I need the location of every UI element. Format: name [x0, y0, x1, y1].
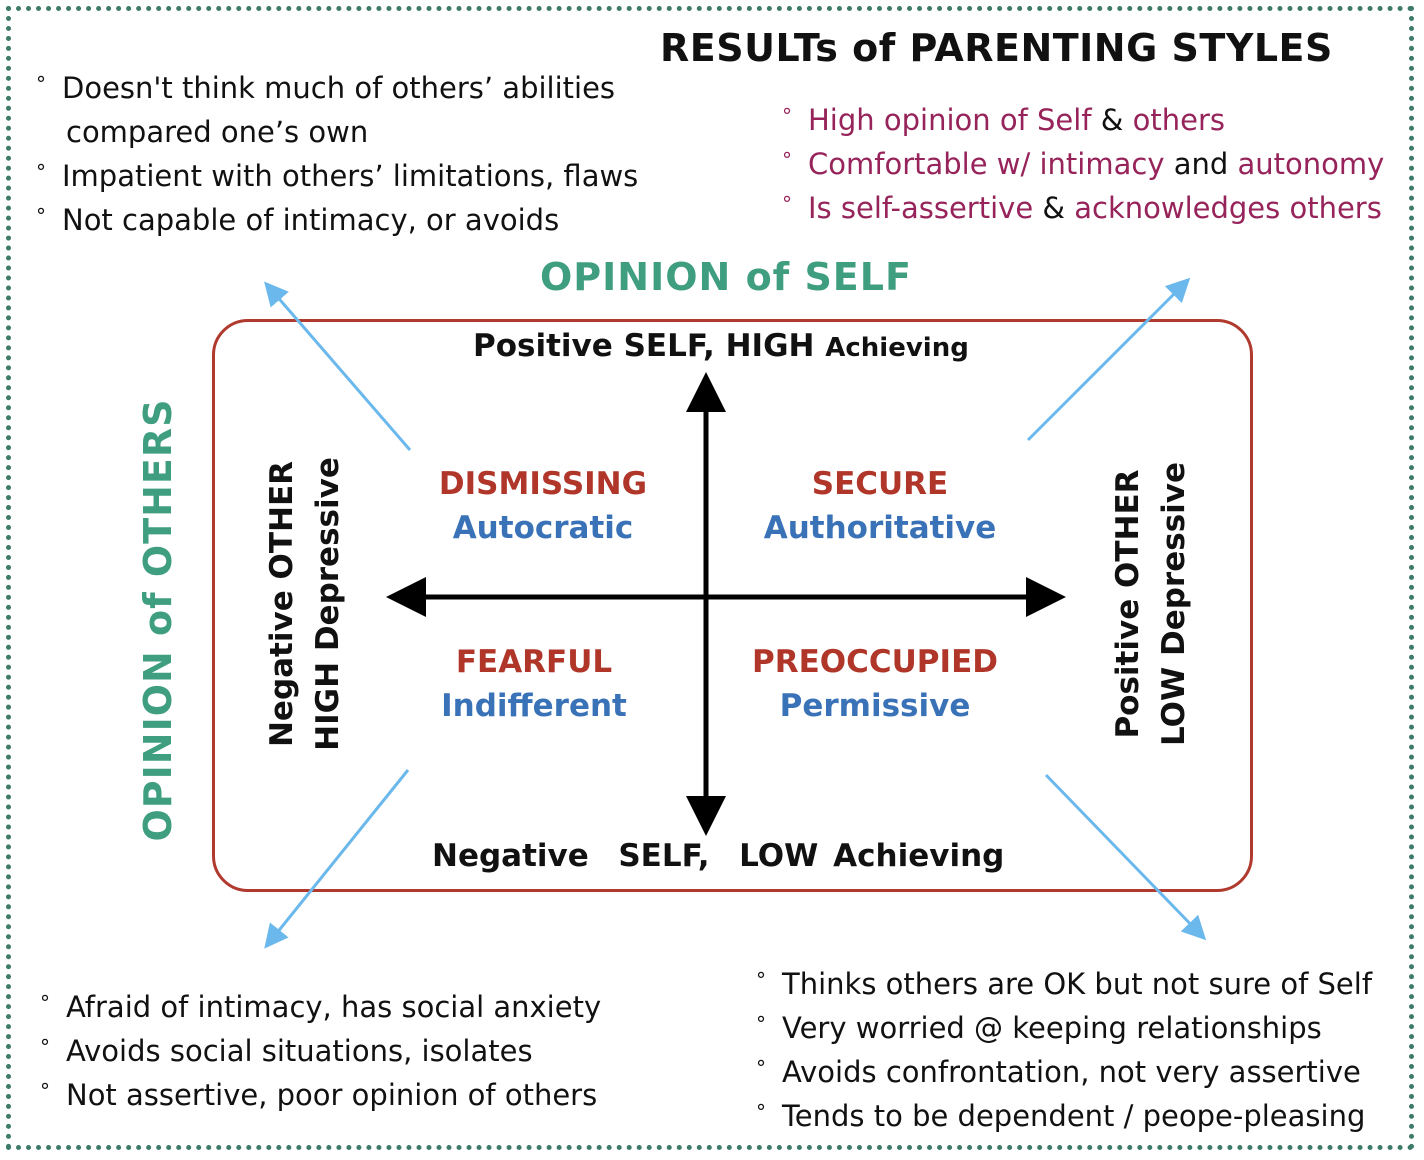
arrow-to-bottom-right-notes: [1046, 775, 1202, 936]
notes-preoccupied: [756, 962, 1372, 1138]
note-item: compared one’s own: [66, 115, 369, 149]
axis-label-others: OPINION of OTHERS: [136, 398, 180, 842]
note-item: ° Very worried @ keeping relationships: [756, 1011, 1322, 1045]
note-item: ° Thinks others are OK but not sure of Self: [756, 967, 1373, 1001]
pole-top: Positive SELF, HIGH Achieving: [473, 328, 969, 364]
quadrant-dismissing: DISMISSING Autocratic: [438, 466, 648, 546]
page-title: RESULTs of PARENTING STYLES: [660, 26, 1333, 70]
pole-right: Positive OTHER LOW Depressive: [1110, 461, 1192, 747]
arrow-to-top-left-notes: [268, 286, 410, 450]
note-item: ° Is self-assertive & acknowledges others: [782, 191, 1382, 225]
note-item: ° High opinion of Self & others: [782, 103, 1225, 137]
quadrant-secure: SECURE Authoritative: [763, 466, 997, 546]
arrow-to-bottom-left-notes: [268, 770, 408, 944]
note-item: ° Impatient with others’ limitations, flaws: [36, 159, 639, 193]
note-item: ° Not assertive, poor opinion of others: [40, 1078, 598, 1112]
notes-fearful: [40, 985, 601, 1117]
note-item: ° Avoids confrontation, not very assertive: [756, 1055, 1361, 1089]
note-item: ° Avoids social situations, isolates: [40, 1034, 533, 1068]
note-item: ° Doesn't think much of others’ abilities: [36, 71, 616, 105]
note-item: ° Not capable of intimacy, or avoids: [36, 203, 560, 237]
note-item: ° Tends to be dependent / peope-pleasing: [756, 1099, 1366, 1133]
quadrant-preoccupied: PREOCCUPIED Permissive: [752, 644, 998, 724]
pole-bottom: Negative SELF, LOW Achieving: [432, 838, 1005, 874]
note-item: ° Comfortable w/ intimacy and autonomy: [782, 147, 1385, 181]
pole-left: Negative OTHER HIGH Depressive: [264, 457, 346, 751]
axis-label-self: OPINION of SELF: [540, 255, 912, 299]
arrow-to-top-right-notes: [1028, 282, 1186, 440]
quadrant-fearful: FEARFUL Indifferent: [441, 644, 627, 724]
note-item: ° Afraid of intimacy, has social anxiety: [40, 990, 602, 1024]
